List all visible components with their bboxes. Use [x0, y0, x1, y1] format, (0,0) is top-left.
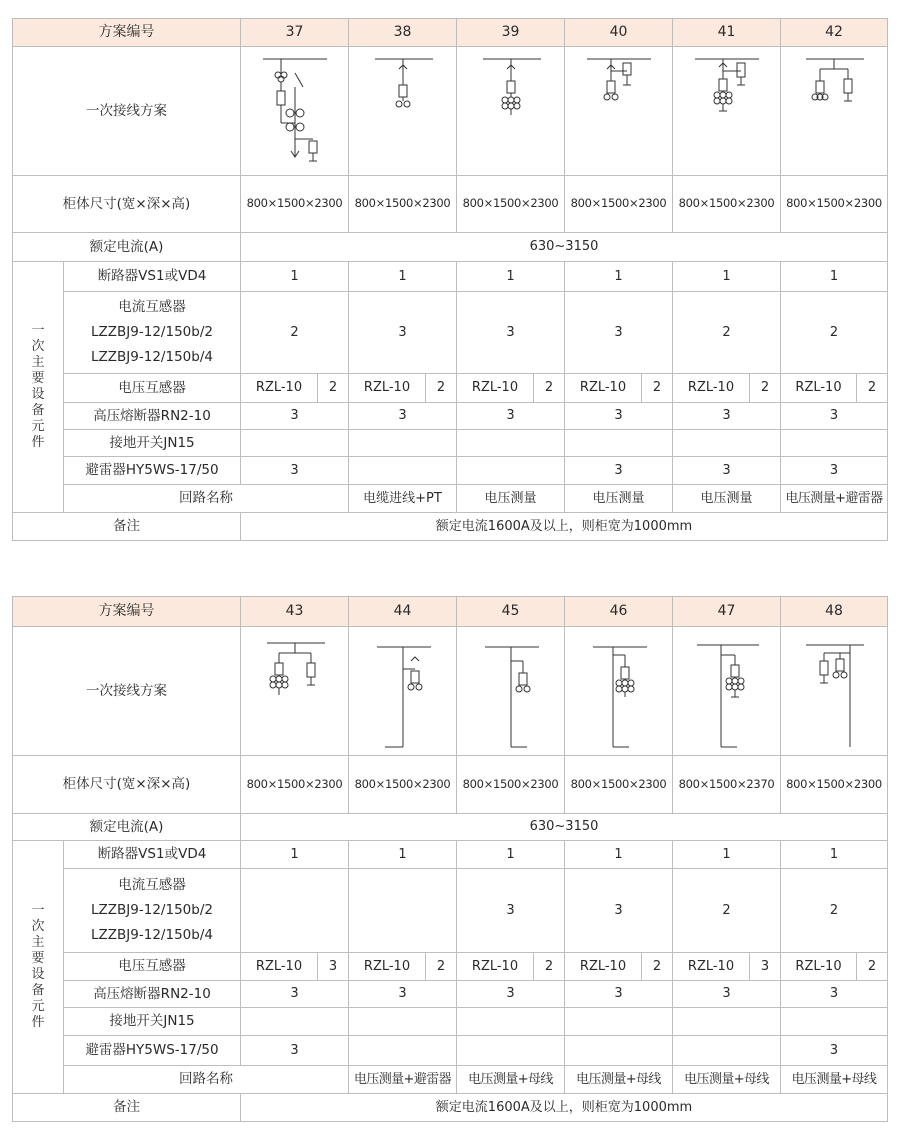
main-equipment-group-label: 一次主要设备元件 [13, 262, 64, 513]
breaker-qty: 1 [349, 841, 457, 869]
cabinet-size: 800×1500×2300 [241, 176, 349, 233]
breaker-label: 断路器VS1或VD4 [64, 262, 241, 292]
breaker-qty: 1 [781, 262, 888, 292]
earthing-switch-label: 接地开关JN15 [64, 1008, 241, 1036]
wiring-diagram-row [13, 47, 888, 176]
vt-cell [673, 374, 781, 403]
voltage-transformer-row [13, 374, 888, 403]
wiring-diagram-cell [565, 627, 673, 756]
arrester-qty [565, 1036, 673, 1066]
incoming-cable-pt-diagram-icon [245, 51, 345, 171]
remark-label: 备注 [13, 513, 241, 541]
voltage-busbar-diagram-icon [784, 631, 884, 751]
scheme-grid [12, 596, 888, 1122]
cabinet-size: 800×1500×2300 [349, 756, 457, 814]
ct-qty [349, 869, 457, 953]
cabinet-size: 800×1500×2300 [781, 756, 888, 814]
scheme-number: 45 [457, 597, 565, 627]
fuse-qty: 3 [457, 981, 565, 1008]
vt-qty: 2 [533, 374, 564, 402]
circuit-name: 电压测量+母线 [781, 1066, 888, 1094]
wiring-diagram-cell [781, 627, 888, 756]
voltage-busbar-diagram-icon [461, 631, 561, 751]
wiring-diagram-cell [349, 627, 457, 756]
earthing-switch-label: 接地开关JN15 [64, 430, 241, 457]
fuse-qty: 3 [565, 403, 673, 430]
vt-qty: 2 [641, 953, 672, 980]
cabinet-size: 800×1500×2300 [781, 176, 888, 233]
wiring-diagram-cell [241, 627, 349, 756]
breaker-qty: 1 [673, 841, 781, 869]
vt-cell [349, 374, 457, 403]
remark-row [13, 513, 888, 541]
voltage-measure-diagram-icon [461, 51, 561, 171]
ct-qty: 3 [565, 292, 673, 374]
vt-model: RZL-10 [795, 380, 842, 396]
circuit-name: 电压测量+母线 [673, 1066, 781, 1094]
scheme-number: 42 [781, 19, 888, 47]
fuse-qty: 3 [241, 981, 349, 1008]
scheme-number: 41 [673, 19, 781, 47]
wiring-diagram-cell [565, 47, 673, 176]
earthing-qty [565, 430, 673, 457]
earthing-qty [565, 1008, 673, 1036]
scheme-number-row [13, 597, 888, 627]
voltage-arrester-diagram-icon [784, 51, 884, 171]
earthing-qty [781, 1008, 888, 1036]
vt-model: RZL-10 [795, 958, 842, 974]
breaker-qty: 1 [781, 841, 888, 869]
fuse-label: 高压熔断器RN2-10 [64, 981, 241, 1008]
earthing-qty [241, 430, 349, 457]
scheme-table-2 [12, 596, 887, 1122]
rated-current-row [13, 814, 888, 841]
fuse-qty: 3 [781, 981, 888, 1008]
fuse-qty: 3 [349, 981, 457, 1008]
earthing-qty [349, 1008, 457, 1036]
voltage-transformer-label: 电压互感器 [64, 953, 241, 981]
fuse-qty: 3 [349, 403, 457, 430]
scheme-number-label: 方案编号 [13, 597, 241, 627]
vt-cell [781, 374, 888, 403]
vt-qty: 2 [856, 374, 887, 402]
wiring-diagram-cell [673, 627, 781, 756]
scheme-number-row [13, 19, 888, 47]
ct-qty: 3 [349, 292, 457, 374]
vt-model: RZL-10 [363, 380, 411, 396]
breaker-qty: 1 [241, 262, 349, 292]
ct-qty: 2 [781, 292, 888, 374]
current-transformer-row [13, 869, 888, 953]
vt-cell [565, 374, 673, 403]
voltage-busbar-diagram-icon [569, 631, 669, 751]
arrester-qty [673, 1036, 781, 1066]
earthing-qty [457, 1008, 565, 1036]
rated-current-value: 630~3150 [241, 233, 888, 262]
rated-current-row [13, 233, 888, 262]
vt-model: RZL-10 [255, 958, 303, 974]
circuit-name-row [13, 485, 888, 513]
circuit-name: 电压测量 [673, 485, 781, 513]
ct-name: 电流互感器 [118, 299, 186, 315]
voltage-arrester-diagram-icon [677, 51, 777, 171]
circuit-name: 电压测量 [457, 485, 565, 513]
arrester-row [13, 457, 888, 485]
current-transformer-label [64, 869, 241, 953]
wiring-diagram-row [13, 627, 888, 756]
vt-model: RZL-10 [579, 380, 627, 396]
ct-qty: 3 [565, 869, 673, 953]
arrester-label: 避雷器HY5WS-17/50 [64, 457, 241, 485]
ct-qty: 2 [673, 292, 781, 374]
earthing-qty [673, 430, 781, 457]
circuit-name: 电压测量+避雷器 [349, 1066, 457, 1094]
circuit-name: 电缆进线+PT [349, 485, 457, 513]
ct-qty: 3 [457, 292, 565, 374]
arrester-qty: 3 [565, 457, 673, 485]
arrester-qty [457, 1036, 565, 1066]
rated-current-label: 额定电流(A) [13, 233, 241, 262]
vt-qty: 2 [317, 374, 348, 402]
cabinet-size: 800×1500×2300 [457, 176, 565, 233]
ct-model: LZZBJ9-12/150b/2 [91, 324, 213, 340]
arrester-qty [349, 457, 457, 485]
voltage-arrester-diagram-icon [245, 631, 345, 751]
cabinet-size-row [13, 176, 888, 233]
ct-qty: 2 [781, 869, 888, 953]
wiring-diagram-cell [457, 627, 565, 756]
fuse-label: 高压熔断器RN2-10 [64, 403, 241, 430]
ct-qty: 2 [673, 869, 781, 953]
fuse-qty: 3 [673, 403, 781, 430]
earthing-qty [241, 1008, 349, 1036]
voltage-transformer-row [13, 953, 888, 981]
vt-qty: 2 [533, 953, 564, 980]
vt-cell [457, 374, 565, 403]
arrester-qty: 3 [781, 1036, 888, 1066]
wiring-label: 一次接线方案 [13, 627, 241, 756]
scheme-number: 46 [565, 597, 673, 627]
vt-model: RZL-10 [687, 380, 735, 396]
circuit-name: 电压测量+母线 [565, 1066, 673, 1094]
vt-qty: 2 [425, 953, 456, 980]
breaker-label: 断路器VS1或VD4 [64, 841, 241, 869]
scheme-number-label: 方案编号 [13, 19, 241, 47]
earthing-switch-row [13, 1008, 888, 1036]
earthing-qty [781, 430, 888, 457]
wiring-diagram-cell [241, 47, 349, 176]
remark-label: 备注 [13, 1094, 241, 1122]
ct-model: LZZBJ9-12/150b/4 [91, 349, 213, 365]
circuit-name: 电压测量 [565, 485, 673, 513]
wiring-label: 一次接线方案 [13, 47, 241, 176]
circuit-name-label: 回路名称 [64, 485, 349, 513]
fuse-qty: 3 [565, 981, 673, 1008]
fuse-row [13, 981, 888, 1008]
vt-cell [241, 374, 349, 403]
fuse-qty: 3 [673, 981, 781, 1008]
arrester-row [13, 1036, 888, 1066]
scheme-table-1 [12, 18, 887, 541]
ct-name: 电流互感器 [118, 877, 186, 893]
arrester-qty: 3 [241, 457, 349, 485]
vt-cell [673, 953, 781, 981]
remark-row [13, 1094, 888, 1122]
current-transformer-label [64, 292, 241, 374]
scheme-grid [12, 18, 888, 541]
scheme-number: 47 [673, 597, 781, 627]
earthing-qty [349, 430, 457, 457]
vt-cell [781, 953, 888, 981]
arrester-qty: 3 [673, 457, 781, 485]
cabinet-size: 800×1500×2300 [457, 756, 565, 814]
cabinet-size: 800×1500×2300 [349, 176, 457, 233]
cabinet-size-row [13, 756, 888, 814]
vt-model: RZL-10 [255, 380, 303, 396]
ct-qty [241, 869, 349, 953]
scheme-number: 39 [457, 19, 565, 47]
cabinet-size-label: 柜体尺寸(宽×深×高) [13, 756, 241, 814]
fuse-qty: 3 [781, 403, 888, 430]
ct-model: LZZBJ9-12/150b/4 [91, 927, 213, 943]
arrester-qty [349, 1036, 457, 1066]
fuse-qty: 3 [457, 403, 565, 430]
breaker-qty: 1 [349, 262, 457, 292]
breaker-qty: 1 [565, 841, 673, 869]
vt-cell [241, 953, 349, 981]
remark-text: 额定电流1600A及以上，则柜宽为1000mm [241, 1094, 888, 1122]
ct-qty: 2 [241, 292, 349, 374]
circuit-name-label: 回路名称 [64, 1066, 349, 1094]
voltage-busbar-diagram-icon [353, 631, 453, 751]
vt-qty: 2 [749, 374, 780, 402]
circuit-name: 电压测量+避雷器 [781, 485, 888, 513]
vt-model: RZL-10 [687, 958, 735, 974]
breaker-qty: 1 [457, 841, 565, 869]
vt-qty: 2 [856, 953, 887, 980]
wiring-diagram-cell [457, 47, 565, 176]
vt-model: RZL-10 [363, 958, 411, 974]
wiring-diagram-cell [781, 47, 888, 176]
scheme-number: 48 [781, 597, 888, 627]
rated-current-value: 630~3150 [241, 814, 888, 841]
cabinet-size: 800×1500×2370 [673, 756, 781, 814]
earthing-switch-row [13, 430, 888, 457]
vt-qty: 3 [317, 953, 348, 980]
fuse-qty: 3 [241, 403, 349, 430]
breaker-row [13, 262, 888, 292]
earthing-qty [457, 430, 565, 457]
vt-model: RZL-10 [579, 958, 627, 974]
vt-cell [457, 953, 565, 981]
cabinet-size-label: 柜体尺寸(宽×深×高) [13, 176, 241, 233]
scheme-number: 43 [241, 597, 349, 627]
breaker-qty: 1 [673, 262, 781, 292]
arrester-qty: 3 [781, 457, 888, 485]
vt-qty: 3 [749, 953, 780, 980]
vt-qty: 2 [641, 374, 672, 402]
wiring-diagram-cell [349, 47, 457, 176]
circuit-name-row [13, 1066, 888, 1094]
earthing-qty [673, 1008, 781, 1036]
vt-cell [565, 953, 673, 981]
cabinet-size: 800×1500×2300 [241, 756, 349, 814]
scheme-number: 38 [349, 19, 457, 47]
scheme-number: 37 [241, 19, 349, 47]
arrester-qty: 3 [241, 1036, 349, 1066]
vt-model: RZL-10 [471, 958, 519, 974]
fuse-row [13, 403, 888, 430]
ct-qty: 3 [457, 869, 565, 953]
cabinet-size: 800×1500×2300 [565, 176, 673, 233]
scheme-number: 40 [565, 19, 673, 47]
breaker-qty: 1 [565, 262, 673, 292]
voltage-measure-diagram-icon [569, 51, 669, 171]
breaker-qty: 1 [241, 841, 349, 869]
scheme-number: 44 [349, 597, 457, 627]
vt-qty: 2 [425, 374, 456, 402]
vt-cell [349, 953, 457, 981]
current-transformer-row [13, 292, 888, 374]
circuit-name: 电压测量+母线 [457, 1066, 565, 1094]
arrester-qty [457, 457, 565, 485]
breaker-qty: 1 [457, 262, 565, 292]
remark-text: 额定电流1600A及以上，则柜宽为1000mm [241, 513, 888, 541]
ct-model: LZZBJ9-12/150b/2 [91, 902, 213, 918]
voltage-busbar-diagram-icon [677, 631, 777, 751]
breaker-row [13, 841, 888, 869]
voltage-transformer-label: 电压互感器 [64, 374, 241, 403]
rated-current-label: 额定电流(A) [13, 814, 241, 841]
arrester-label: 避雷器HY5WS-17/50 [64, 1036, 241, 1066]
cabinet-size: 800×1500×2300 [673, 176, 781, 233]
cabinet-size: 800×1500×2300 [565, 756, 673, 814]
wiring-diagram-cell [673, 47, 781, 176]
voltage-measure-diagram-icon [353, 51, 453, 171]
vt-model: RZL-10 [471, 380, 519, 396]
main-equipment-group-label: 一次主要设备元件 [13, 841, 64, 1094]
